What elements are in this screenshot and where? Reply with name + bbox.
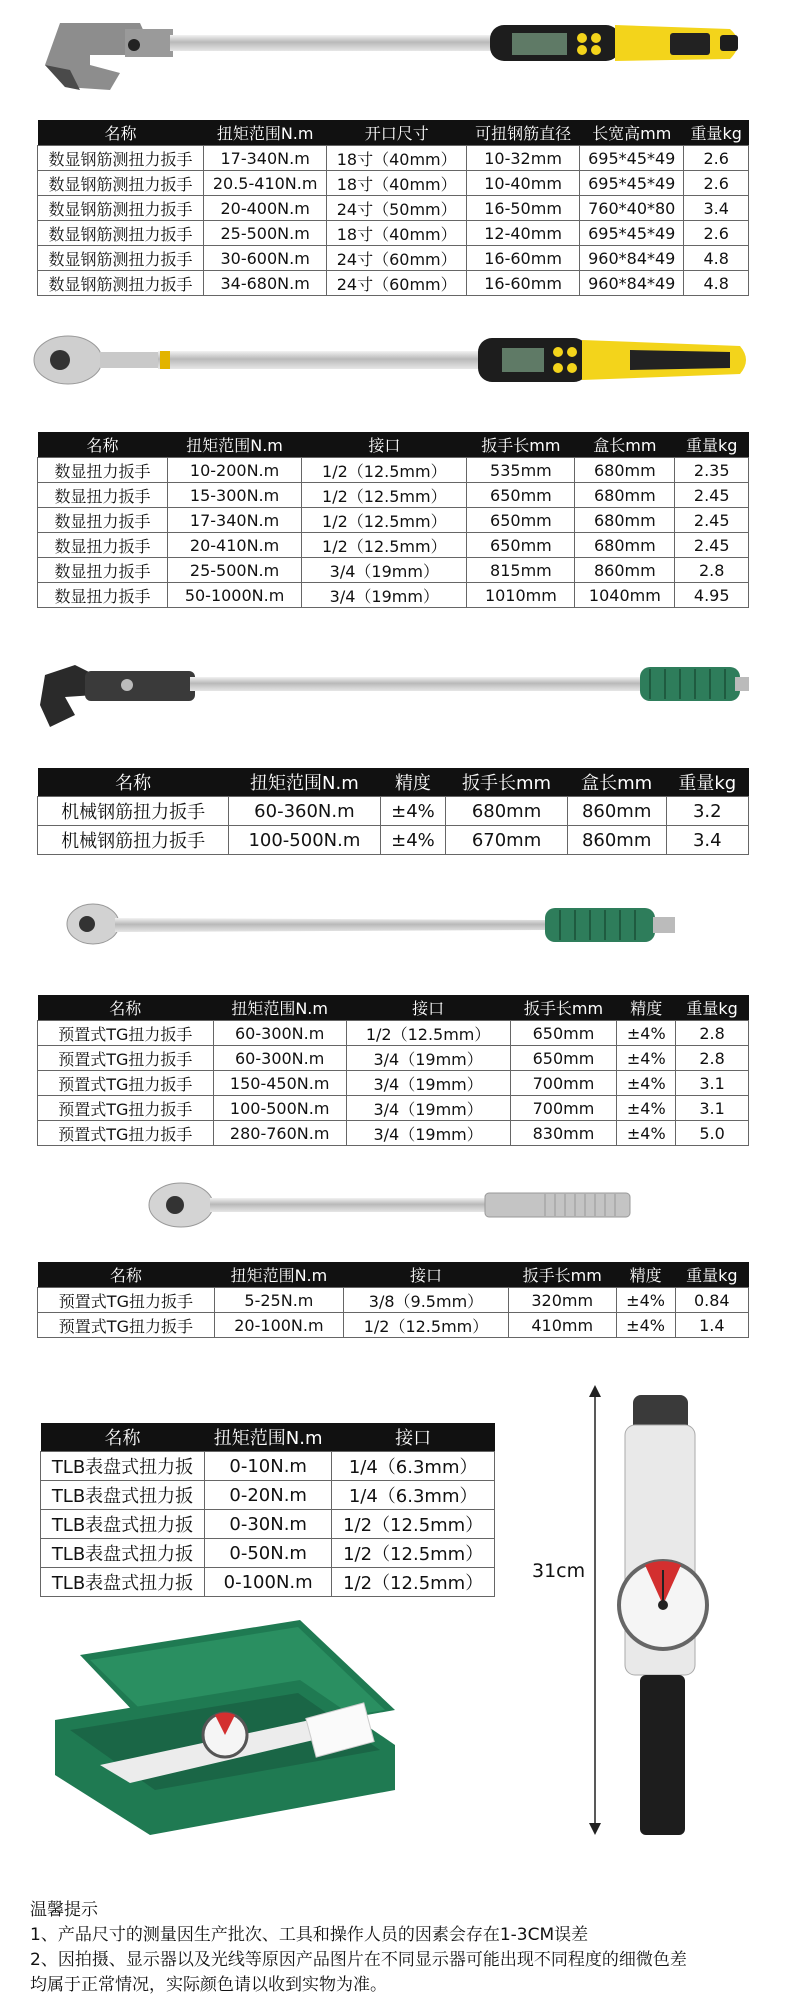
table-cell: 4.8	[684, 246, 749, 271]
col-header: 扭矩范围N.m	[167, 432, 301, 458]
table-cell: 24寸（50mm）	[327, 196, 467, 221]
table-cell: TLB表盘式扭力扳	[41, 1452, 205, 1481]
spec-table-tlb-dial	[40, 1423, 495, 1597]
col-header: 扭矩范围N.m	[204, 120, 327, 146]
col-header: 精度	[617, 995, 676, 1021]
table-cell: TLB表盘式扭力扳	[41, 1510, 205, 1539]
table-cell: 2.35	[675, 458, 749, 483]
table-cell: 1010mm	[467, 583, 575, 608]
table-row	[41, 1539, 495, 1568]
table-cell: 50-1000N.m	[167, 583, 301, 608]
table-cell: 3.2	[666, 797, 748, 826]
table-cell: 650mm	[467, 533, 575, 558]
table-cell: 150-450N.m	[213, 1071, 346, 1096]
table-cell: 680mm	[575, 533, 675, 558]
table-cell: 650mm	[467, 508, 575, 533]
table-cell: 0.84	[675, 1288, 748, 1313]
col-header: 扳手长mm	[508, 1262, 616, 1288]
table-cell: 预置式TG扭力扳手	[38, 1046, 214, 1071]
col-header: 精度	[616, 1262, 675, 1288]
table-cell: 数显扭力扳手	[38, 558, 168, 583]
dial-torque-wrench-image	[605, 1395, 715, 1835]
col-header: 接口	[344, 1262, 509, 1288]
col-header: 扭矩范围N.m	[205, 1423, 332, 1452]
table-cell: 预置式TG扭力扳手	[38, 1021, 214, 1046]
table-cell: ±4%	[617, 1121, 676, 1146]
col-header: 名称	[38, 1262, 215, 1288]
table-cell: 数显钢筋测扭力扳手	[38, 271, 204, 296]
table-cell: 数显扭力扳手	[38, 583, 168, 608]
table-cell: 960*84*49	[580, 271, 684, 296]
table-row	[38, 1121, 749, 1146]
table-cell: 24寸（60mm）	[327, 246, 467, 271]
table-cell: 数显钢筋测扭力扳手	[38, 196, 204, 221]
col-header: 精度	[380, 768, 446, 797]
table-cell: 670mm	[446, 826, 567, 855]
col-header: 接口	[332, 1423, 495, 1452]
tips-section	[30, 1898, 687, 1998]
table-cell: 机械钢筋扭力扳手	[38, 826, 229, 855]
table-row	[38, 1096, 749, 1121]
table-cell: 数显钢筋测扭力扳手	[38, 221, 204, 246]
table-cell: 20-400N.m	[204, 196, 327, 221]
table-cell: 650mm	[467, 483, 575, 508]
table-cell: 17-340N.m	[167, 508, 301, 533]
table-cell: 24寸（60mm）	[327, 271, 467, 296]
spec-table-mechanical-rebar	[37, 768, 749, 855]
col-header: 名称	[41, 1423, 205, 1452]
digital-rebar-wrench-image	[30, 15, 750, 110]
table-cell: 680mm	[575, 508, 675, 533]
table-cell: 3/4（19mm）	[302, 558, 467, 583]
table-cell: 1/4（6.3mm）	[332, 1452, 495, 1481]
col-header: 重量kg	[675, 1262, 748, 1288]
col-header: 扳手长mm	[467, 432, 575, 458]
table-cell: 815mm	[467, 558, 575, 583]
table-cell: 680mm	[575, 483, 675, 508]
table-cell: 700mm	[510, 1071, 617, 1096]
table-cell: 3/4（19mm）	[346, 1071, 510, 1096]
table-row	[38, 1021, 749, 1046]
table-cell: 1/2（12.5mm）	[332, 1510, 495, 1539]
table-cell: 预置式TG扭力扳手	[38, 1071, 214, 1096]
table-cell: 数显钢筋测扭力扳手	[38, 171, 204, 196]
table-cell: 1/2（12.5mm）	[332, 1539, 495, 1568]
col-header: 名称	[38, 995, 214, 1021]
col-header: 扭矩范围N.m	[214, 1262, 343, 1288]
table-cell: 0-100N.m	[205, 1568, 332, 1597]
table-cell: 20-410N.m	[167, 533, 301, 558]
table-cell: 650mm	[510, 1021, 617, 1046]
table-cell: 10-32mm	[467, 146, 580, 171]
spec-table-digital-torque	[37, 432, 749, 608]
table-cell: TLB表盘式扭力扳	[41, 1568, 205, 1597]
table-cell: 预置式TG扭力扳手	[38, 1121, 214, 1146]
table-cell: 数显钢筋测扭力扳手	[38, 246, 204, 271]
table-cell: 0-50N.m	[205, 1539, 332, 1568]
table-cell: 2.8	[675, 558, 749, 583]
col-header: 开口尺寸	[327, 120, 467, 146]
table-cell: 数显扭力扳手	[38, 508, 168, 533]
dial-wrench-dimension-line	[585, 1385, 605, 1835]
table-cell: ±4%	[616, 1313, 675, 1338]
col-header: 名称	[38, 768, 229, 797]
col-header: 盒长mm	[567, 768, 666, 797]
col-header: 扳手长mm	[446, 768, 567, 797]
table-cell: 2.45	[675, 483, 749, 508]
digital-torque-wrench-image	[30, 330, 750, 390]
table-cell: 695*45*49	[580, 221, 684, 246]
table-cell: 2.45	[675, 508, 749, 533]
table-cell: 60-300N.m	[213, 1021, 346, 1046]
table-cell: 695*45*49	[580, 146, 684, 171]
table-cell: 3/4（19mm）	[302, 583, 467, 608]
table-cell: 650mm	[510, 1046, 617, 1071]
table-cell: 700mm	[510, 1096, 617, 1121]
table-cell: ±4%	[617, 1096, 676, 1121]
table-cell: 0-20N.m	[205, 1481, 332, 1510]
table-cell: 10-200N.m	[167, 458, 301, 483]
table-cell: 5-25N.m	[214, 1288, 343, 1313]
table-cell: 410mm	[508, 1313, 616, 1338]
table-row	[38, 1288, 749, 1313]
table-cell: 60-360N.m	[229, 797, 380, 826]
table-cell: 16-60mm	[467, 246, 580, 271]
table-cell: TLB表盘式扭力扳	[41, 1539, 205, 1568]
table-cell: 2.45	[675, 533, 749, 558]
table-cell: 0-30N.m	[205, 1510, 332, 1539]
table-cell: 680mm	[446, 797, 567, 826]
small-preset-tg-wrench-image	[145, 1180, 635, 1230]
table-cell: 1/2（12.5mm）	[302, 458, 467, 483]
table-row	[38, 196, 749, 221]
table-cell: 16-60mm	[467, 271, 580, 296]
table-cell: 12-40mm	[467, 221, 580, 246]
table-cell: 1.4	[675, 1313, 748, 1338]
col-header: 名称	[38, 432, 168, 458]
table-row	[38, 826, 749, 855]
table-cell: 960*84*49	[580, 246, 684, 271]
table-cell: 4.95	[675, 583, 749, 608]
table-cell: 830mm	[510, 1121, 617, 1146]
table-cell: 16-50mm	[467, 196, 580, 221]
table-cell: 1/2（12.5mm）	[346, 1021, 510, 1046]
table-cell: 3/4（19mm）	[346, 1096, 510, 1121]
table-cell: ±4%	[617, 1021, 676, 1046]
col-header: 重量kg	[684, 120, 749, 146]
table-cell: 695*45*49	[580, 171, 684, 196]
table-cell: 1/2（12.5mm）	[302, 483, 467, 508]
tips-line: 2、因拍摄、显示器以及光线等原因产品图片在不同显示器可能出现不同程度的细微色差	[30, 1950, 687, 1970]
carrying-case-image	[50, 1615, 400, 1840]
table-cell: 18寸（40mm）	[327, 221, 467, 246]
table-cell: ±4%	[616, 1288, 675, 1313]
table-cell: 3/4（19mm）	[346, 1046, 510, 1071]
table-row	[41, 1452, 495, 1481]
table-row	[38, 1313, 749, 1338]
tips-line: 均属于正常情况，实际颜色请以收到实物为准。	[30, 1975, 387, 1995]
table-row	[38, 271, 749, 296]
table-cell: 860mm	[575, 558, 675, 583]
table-cell: 25-500N.m	[167, 558, 301, 583]
table-cell: 数显钢筋测扭力扳手	[38, 146, 204, 171]
table-cell: ±4%	[617, 1046, 676, 1071]
table-cell: 60-300N.m	[213, 1046, 346, 1071]
table-cell: 2.8	[676, 1046, 749, 1071]
table-cell: 34-680N.m	[204, 271, 327, 296]
col-header: 盒长mm	[575, 432, 675, 458]
table-row	[38, 508, 749, 533]
table-cell: 4.8	[684, 271, 749, 296]
table-cell: TLB表盘式扭力扳	[41, 1481, 205, 1510]
preset-tg-wrench-image	[65, 900, 725, 950]
col-header: 重量kg	[666, 768, 748, 797]
table-cell: ±4%	[617, 1071, 676, 1096]
table-cell: 3.4	[684, 196, 749, 221]
col-header: 重量kg	[676, 995, 749, 1021]
dial-wrench-length-label: 31cm	[532, 1560, 586, 1582]
table-row	[38, 146, 749, 171]
table-row	[38, 246, 749, 271]
col-header: 名称	[38, 120, 204, 146]
table-cell: 机械钢筋扭力扳手	[38, 797, 229, 826]
table-row	[38, 558, 749, 583]
spec-table-preset-tg	[37, 995, 749, 1146]
table-row	[41, 1481, 495, 1510]
mechanical-rebar-wrench-image	[35, 655, 750, 735]
col-header: 接口	[346, 995, 510, 1021]
table-cell: 30-600N.m	[204, 246, 327, 271]
table-cell: 860mm	[567, 826, 666, 855]
table-cell: 10-40mm	[467, 171, 580, 196]
tips-title: 温馨提示	[30, 1900, 98, 1920]
col-header: 扭矩范围N.m	[229, 768, 380, 797]
table-cell: 预置式TG扭力扳手	[38, 1096, 214, 1121]
col-header: 可扭钢筋直径	[467, 120, 580, 146]
table-cell: 3/8（9.5mm）	[344, 1288, 509, 1313]
table-cell: 535mm	[467, 458, 575, 483]
table-cell: 860mm	[567, 797, 666, 826]
table-row	[38, 583, 749, 608]
table-cell: 15-300N.m	[167, 483, 301, 508]
table-cell: 280-760N.m	[213, 1121, 346, 1146]
table-cell: 1/2（12.5mm）	[332, 1568, 495, 1597]
table-cell: 预置式TG扭力扳手	[38, 1313, 215, 1338]
table-cell: 1/2（12.5mm）	[344, 1313, 509, 1338]
table-cell: 760*40*80	[580, 196, 684, 221]
col-header: 长宽高mm	[580, 120, 684, 146]
table-cell: 2.6	[684, 146, 749, 171]
table-cell: 1/2（12.5mm）	[302, 533, 467, 558]
table-row	[38, 533, 749, 558]
table-cell: 2.6	[684, 221, 749, 246]
table-row	[41, 1510, 495, 1539]
table-row	[38, 221, 749, 246]
table-cell: 3.1	[676, 1096, 749, 1121]
table-row	[41, 1568, 495, 1597]
table-cell: 数显扭力扳手	[38, 483, 168, 508]
table-cell: 680mm	[575, 458, 675, 483]
table-cell: 100-500N.m	[213, 1096, 346, 1121]
table-cell: 5.0	[676, 1121, 749, 1146]
table-row	[38, 171, 749, 196]
spec-table-digital-rebar	[37, 120, 749, 296]
spec-table-small-preset-tg	[37, 1262, 749, 1338]
col-header: 重量kg	[675, 432, 749, 458]
table-row	[38, 797, 749, 826]
table-cell: 20-100N.m	[214, 1313, 343, 1338]
col-header: 扭矩范围N.m	[213, 995, 346, 1021]
table-cell: 320mm	[508, 1288, 616, 1313]
table-cell: 1/4（6.3mm）	[332, 1481, 495, 1510]
table-cell: 1040mm	[575, 583, 675, 608]
table-cell: 25-500N.m	[204, 221, 327, 246]
table-cell: 预置式TG扭力扳手	[38, 1288, 215, 1313]
table-cell: 3.1	[676, 1071, 749, 1096]
table-row	[38, 1071, 749, 1096]
table-cell: 18寸（40mm）	[327, 146, 467, 171]
tips-line: 1、产品尺寸的测量因生产批次、工具和操作人员的因素会存在1-3CM误差	[30, 1925, 589, 1945]
table-cell: 2.8	[676, 1021, 749, 1046]
table-cell: 3.4	[666, 826, 748, 855]
table-cell: 18寸（40mm）	[327, 171, 467, 196]
col-header: 接口	[302, 432, 467, 458]
table-cell: 1/2（12.5mm）	[302, 508, 467, 533]
table-row	[38, 1046, 749, 1071]
table-cell: 20.5-410N.m	[204, 171, 327, 196]
table-cell: 2.6	[684, 171, 749, 196]
table-row	[38, 458, 749, 483]
table-row	[38, 483, 749, 508]
table-cell: ±4%	[380, 797, 446, 826]
table-cell: 0-10N.m	[205, 1452, 332, 1481]
table-cell: 3/4（19mm）	[346, 1121, 510, 1146]
table-cell: 数显扭力扳手	[38, 458, 168, 483]
table-cell: 100-500N.m	[229, 826, 380, 855]
table-cell: ±4%	[380, 826, 446, 855]
table-cell: 17-340N.m	[204, 146, 327, 171]
table-cell: 数显扭力扳手	[38, 533, 168, 558]
col-header: 扳手长mm	[510, 995, 617, 1021]
